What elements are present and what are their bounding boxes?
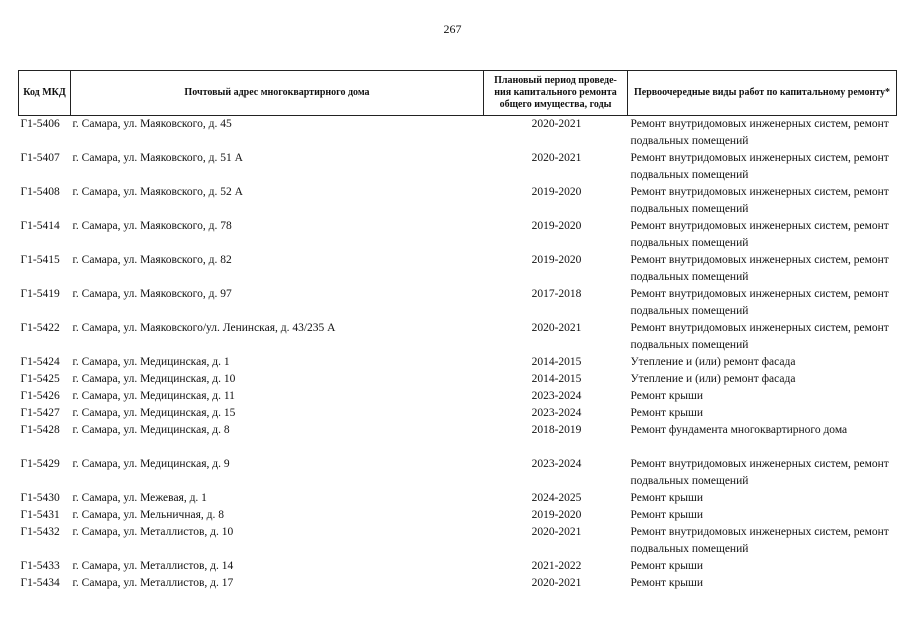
cell-code: Г1-5408 (20, 186, 60, 198)
header-address: Почтовый адрес многоквартирного дома (71, 71, 484, 116)
cell-works: Ремонт внутридомовых инженерных систем, ремонт подвальных помещений (630, 152, 889, 181)
cell-code: Г1-5414 (20, 220, 60, 232)
cell-works: Утепление и (или) ремонт фасада (630, 356, 796, 368)
cell-works: Ремонт крыши (630, 509, 704, 521)
table-row (19, 507, 897, 524)
cell-works: Ремонт внутридомовых инженерных систем, ремонт подвальных помещений (630, 186, 889, 215)
table-header-row (19, 71, 897, 116)
cell-code: Г1-5432 (20, 526, 60, 538)
cell-period: 2023-2024 (531, 390, 582, 402)
cell-period: 2020-2021 (531, 322, 582, 334)
cell-address: г. Самара, ул. Металлистов, д. 14 (72, 560, 234, 572)
cell-code: Г1-5422 (20, 322, 60, 334)
cell-works: Ремонт внутридомовых инженерных систем, ремонт подвальных помещений (630, 322, 889, 351)
cell-address: г. Самара, ул. Маяковского, д. 97 (72, 288, 232, 300)
cell-address: г. Самара, ул. Медицинская, д. 1 (72, 356, 230, 368)
cell-works: Ремонт фундамента многоквартирного дома (630, 424, 848, 436)
table-row (19, 150, 897, 184)
cell-address: г. Самара, ул. Маяковского/ул. Ленинская, д. 43/235 А (72, 322, 336, 334)
cell-address: г. Самара, ул. Металлистов, д. 10 (72, 526, 234, 538)
cell-code: Г1-5415 (20, 254, 60, 266)
cell-works: Ремонт внутридомовых инженерных систем, ремонт подвальных помещений (630, 526, 889, 555)
cell-address: г. Самара, ул. Мельничная, д. 8 (72, 509, 224, 521)
cell-code: Г1-5406 (20, 118, 60, 130)
cell-period: 2023-2024 (531, 458, 582, 470)
cell-works: Ремонт крыши (630, 390, 704, 402)
cell-works: Ремонт внутридомовых инженерных систем, ремонт подвальных помещений (630, 254, 889, 283)
cell-code: Г1-5426 (20, 390, 60, 402)
cell-address: г. Самара, ул. Маяковского, д. 82 (72, 254, 232, 266)
cell-works: Ремонт крыши (630, 407, 704, 419)
table-row (19, 218, 897, 252)
page-number: 267 (443, 22, 462, 36)
cell-works: Утепление и (или) ремонт фасада (630, 373, 796, 385)
cell-works: Ремонт внутридомовых инженерных систем, ремонт подвальных помещений (630, 458, 889, 487)
table-row (19, 116, 897, 151)
cell-address: г. Самара, ул. Медицинская, д. 15 (72, 407, 236, 419)
cell-period: 2018-2019 (531, 424, 582, 436)
cell-code: Г1-5434 (20, 577, 60, 589)
cell-works: Ремонт крыши (630, 577, 704, 589)
table-row (19, 456, 897, 490)
cell-address: г. Самара, ул. Металлистов, д. 17 (72, 577, 234, 589)
repair-plan-table (18, 70, 897, 592)
header-code: Код МКД (19, 71, 71, 116)
table-row (19, 388, 897, 405)
cell-period: 2020-2021 (531, 577, 582, 589)
table-row (19, 422, 897, 456)
cell-code: Г1-5430 (20, 492, 60, 504)
cell-works: Ремонт внутридомовых инженерных систем, ремонт подвальных помещений (630, 220, 889, 249)
cell-address: г. Самара, ул. Межевая, д. 1 (72, 492, 207, 504)
table-row (19, 371, 897, 388)
cell-period: 2024-2025 (531, 492, 582, 504)
cell-works: Ремонт крыши (630, 492, 704, 504)
cell-period: 2014-2015 (531, 356, 582, 368)
cell-code: Г1-5428 (20, 424, 60, 436)
cell-period: 2019-2020 (531, 254, 582, 266)
cell-address: г. Самара, ул. Маяковского, д. 78 (72, 220, 232, 232)
cell-period: 2021-2022 (531, 560, 582, 572)
cell-period: 2023-2024 (531, 407, 582, 419)
table-row (19, 490, 897, 507)
cell-code: Г1-5433 (20, 560, 60, 572)
cell-address: г. Самара, ул. Маяковского, д. 52 А (72, 186, 243, 198)
cell-code: Г1-5431 (20, 509, 60, 521)
table-body (19, 116, 897, 593)
cell-code: Г1-5407 (20, 152, 60, 164)
cell-period: 2019-2020 (531, 220, 582, 232)
cell-works: Ремонт внутридомовых инженерных систем, ремонт подвальных помещений (630, 118, 889, 147)
cell-address: г. Самара, ул. Медицинская, д. 9 (72, 458, 230, 470)
cell-address: г. Самара, ул. Медицинская, д. 10 (72, 373, 236, 385)
table-row (19, 524, 897, 558)
cell-works: Ремонт крыши (630, 560, 704, 572)
cell-period: 2020-2021 (531, 526, 582, 538)
cell-works: Ремонт внутридомовых инженерных систем, ремонт подвальных помещений (630, 288, 889, 317)
table-row (19, 405, 897, 422)
table-row (19, 286, 897, 320)
table-row (19, 252, 897, 286)
cell-period: 2020-2021 (531, 152, 582, 164)
table-row (19, 184, 897, 218)
cell-address: г. Самара, ул. Медицинская, д. 11 (72, 390, 235, 402)
cell-code: Г1-5429 (20, 458, 60, 470)
cell-period: 2019-2020 (531, 186, 582, 198)
table-row (19, 575, 897, 592)
cell-period: 2019-2020 (531, 509, 582, 521)
cell-period: 2014-2015 (531, 373, 582, 385)
cell-address: г. Самара, ул. Маяковского, д. 45 (72, 118, 232, 130)
header-works: Первоочередные виды работ по капитальному ремонту* (628, 71, 897, 116)
cell-period: 2020-2021 (531, 118, 582, 130)
cell-code: Г1-5424 (20, 356, 60, 368)
table-row (19, 320, 897, 354)
cell-address: г. Самара, ул. Маяковского, д. 51 А (72, 152, 243, 164)
table-row (19, 558, 897, 575)
cell-code: Г1-5425 (20, 373, 60, 385)
cell-code: Г1-5427 (20, 407, 60, 419)
header-period: Плановый период проведе-ния капитального ремонта общего имущества, годы (484, 71, 628, 116)
table-row (19, 354, 897, 371)
cell-address: г. Самара, ул. Медицинская, д. 8 (72, 424, 230, 436)
cell-period: 2017-2018 (531, 288, 582, 300)
cell-code: Г1-5419 (20, 288, 60, 300)
